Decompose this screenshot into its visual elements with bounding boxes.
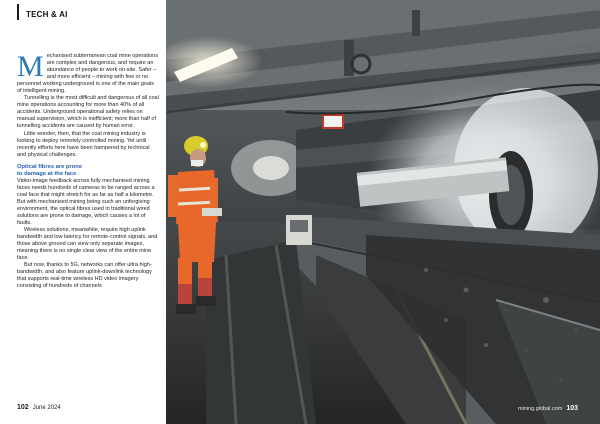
dropcap: M [17,50,44,83]
paragraph-3: Little wonder, then, that the coal mining industry is looking to deploy remotely controlled mining. Yet until recently efforts here have been hampered by technical and physical challenges. [17,130,150,158]
website: mining.global.com [517,406,563,412]
page-number-right: 103 [566,405,578,412]
paragraph-2: Tunnelling is the most difficult and dangerous of all coal mine operations accounting for more than 40% of all accidents. Underground operational safety relies on manual supervision, which is inefficient; more than half of tunnelling accidents are caused by human error. [17,95,159,130]
subheading-line-1: Optical fibres are prone [17,163,83,170]
section-tag-label: TECH & AI [26,10,68,19]
left-page [0,0,166,424]
folio-right [518,405,578,412]
intro-text: echanised subterranean coal mine operations are complex and dangerous, and require an abundance of people to work on-site. Safer – and more efficient – mining with few or no personnel working underground is one of the main goals of intelligent mining. [17,53,158,95]
subheading-line-2: to damage at the face [17,170,77,177]
page-number-left: 102 [17,404,29,411]
issue-date: June 2024 [32,405,61,411]
paragraph-4: Video-image feedback across fully mechanised mining faces needs hundreds of cameras to be ranged across a coal face that might stretch for as far as half a kilometre. But with mechanised mining being such an unforgiving environment, the optical fibres used in traditional wired solutions are prone to damage, which causes a lot of faults. [17,177,155,226]
mine-tunnel-photo [166,0,600,424]
article-body [17,50,160,290]
warning-sign [323,115,343,128]
intro-paragraph [17,50,160,95]
paragraph-5: Wireless solutions, meanwhile, require high uplink bandwidth and low latency for remote-control signals, and those above ground can view only separate images, meaning there is no single clear view of the entire mine face. [17,227,158,262]
section-tag [17,4,68,20]
photo-illustration [166,0,600,424]
paragraph-6: But now, thanks to 5G, networks can offer ultra high-bandwidth, and also feature uplink-downlink technology that supports real-time wireless HD video imagery consisting of hundreds of channels [17,262,152,290]
folio-left [17,404,61,411]
subheading [17,164,160,178]
